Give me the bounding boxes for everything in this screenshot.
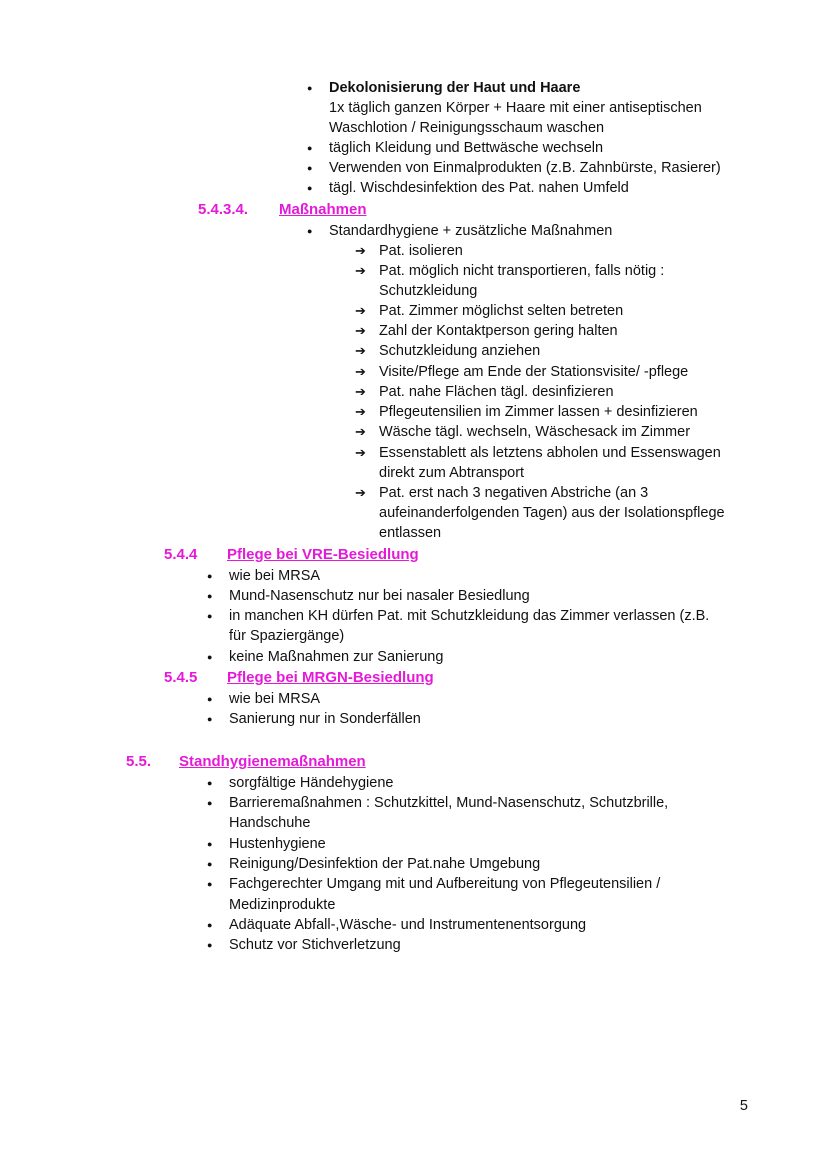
arrow-item-continuation: direkt zum Abtransport xyxy=(379,465,525,481)
list-item: ● Mund-Nasenschutz nur bei nasaler Besiedlung xyxy=(229,586,530,606)
section-heading-massnahmen: Maßnahmen xyxy=(279,201,367,218)
arrow-item-continuation: entlassen xyxy=(379,525,442,541)
list-item: ● Reinigung/Desinfektion der Pat.nahe Umgebung xyxy=(229,854,540,874)
arrow-item: ➔ Pat. Zimmer möglichst selten betreten xyxy=(379,301,623,321)
list-item-text: Waschlotion / Reinigungsschaum waschen xyxy=(329,120,605,136)
list-item-continuation: für Spaziergänge) xyxy=(229,628,345,644)
list-item: ● Adäquate Abfall-,Wäsche- und Instrumentenentsorgung xyxy=(229,915,586,935)
arrow-item: ➔ Pflegeutensilien im Zimmer lassen + desinfizieren xyxy=(379,402,698,422)
list-item: ● Fachgerechter Umgang mit und Aufbereitung von Pflegeutensilien / xyxy=(229,874,660,894)
list-item: ● täglich Kleidung und Bettwäsche wechseln xyxy=(329,138,603,158)
section-heading-vre: Pflege bei VRE-Besiedlung xyxy=(227,546,419,563)
section-number: 5.4.3.4. xyxy=(198,201,249,218)
list-item: ● sorgfältige Händehygiene xyxy=(229,773,393,793)
arrow-item: ➔ Pat. nahe Flächen tägl. desinfizieren xyxy=(379,382,614,402)
arrow-item-continuation: Schutzkleidung xyxy=(379,283,478,299)
list-item: ● tägl. Wischdesinfektion des Pat. nahen Umfeld xyxy=(329,178,629,198)
section-number: 5.4.5 xyxy=(164,669,198,686)
section-heading-mrgn: Pflege bei MRGN-Besiedlung xyxy=(227,669,434,686)
arrow-item: ➔ Visite/Pflege am Ende der Stationsvisite/ -pflege xyxy=(379,362,688,382)
list-item: ● Hustenhygiene xyxy=(229,834,326,854)
arrow-item: ➔ Wäsche tägl. wechseln, Wäschesack im Zimmer xyxy=(379,422,690,442)
section-heading-standhygiene: Standhygienemaßnahmen xyxy=(179,753,366,770)
arrow-item: ➔ Pat. möglich nicht transportieren, falls nötig : xyxy=(379,261,664,281)
section-number: 5.5. xyxy=(126,753,152,770)
list-item: ● wie bei MRSA xyxy=(229,689,320,709)
arrow-item: ➔ Schutzkleidung anziehen xyxy=(379,341,540,361)
list-item-text: 1x täglich ganzen Körper + Haare mit einer antiseptischen xyxy=(329,100,702,116)
arrow-item: ➔ Pat. isolieren xyxy=(379,241,463,261)
arrow-item: ➔ Zahl der Kontaktperson gering halten xyxy=(379,321,618,341)
list-item: ● in manchen KH dürfen Pat. mit Schutzkleidung das Zimmer verlassen (z.B. xyxy=(229,606,709,626)
arrow-item: ➔ Pat. erst nach 3 negativen Abstriche (an 3 xyxy=(379,483,648,503)
page-number: 5 xyxy=(739,1098,748,1114)
list-item: ● Barrieremaßnahmen : Schutzkittel, Mund-Nasenschutz, Schutzbrille, xyxy=(229,793,668,813)
section-number: 5.4.4 xyxy=(164,546,198,563)
list-item: ● wie bei MRSA xyxy=(229,566,320,586)
list-item: ● Sanierung nur in Sonderfällen xyxy=(229,709,421,729)
list-item: ● Verwenden von Einmalprodukten (z.B. Zahnbürste, Rasierer) xyxy=(329,158,721,178)
list-item-continuation: Medizinprodukte xyxy=(229,897,336,913)
arrow-item: ➔ Essenstablett als letztens abholen und Essenswagen xyxy=(379,443,721,463)
list-item-decolonization-title: ● Dekolonisierung der Haut und Haare xyxy=(329,78,580,98)
list-item: ● keine Maßnahmen zur Sanierung xyxy=(229,647,443,667)
list-item-continuation: Handschuhe xyxy=(229,815,311,831)
list-item: ● Schutz vor Stichverletzung xyxy=(229,935,401,955)
arrow-item-continuation: aufeinanderfolgenden Tagen) aus der Isolationspflege xyxy=(379,505,725,521)
list-item: ● Standardhygiene + zusätzliche Maßnahmen xyxy=(329,221,612,241)
